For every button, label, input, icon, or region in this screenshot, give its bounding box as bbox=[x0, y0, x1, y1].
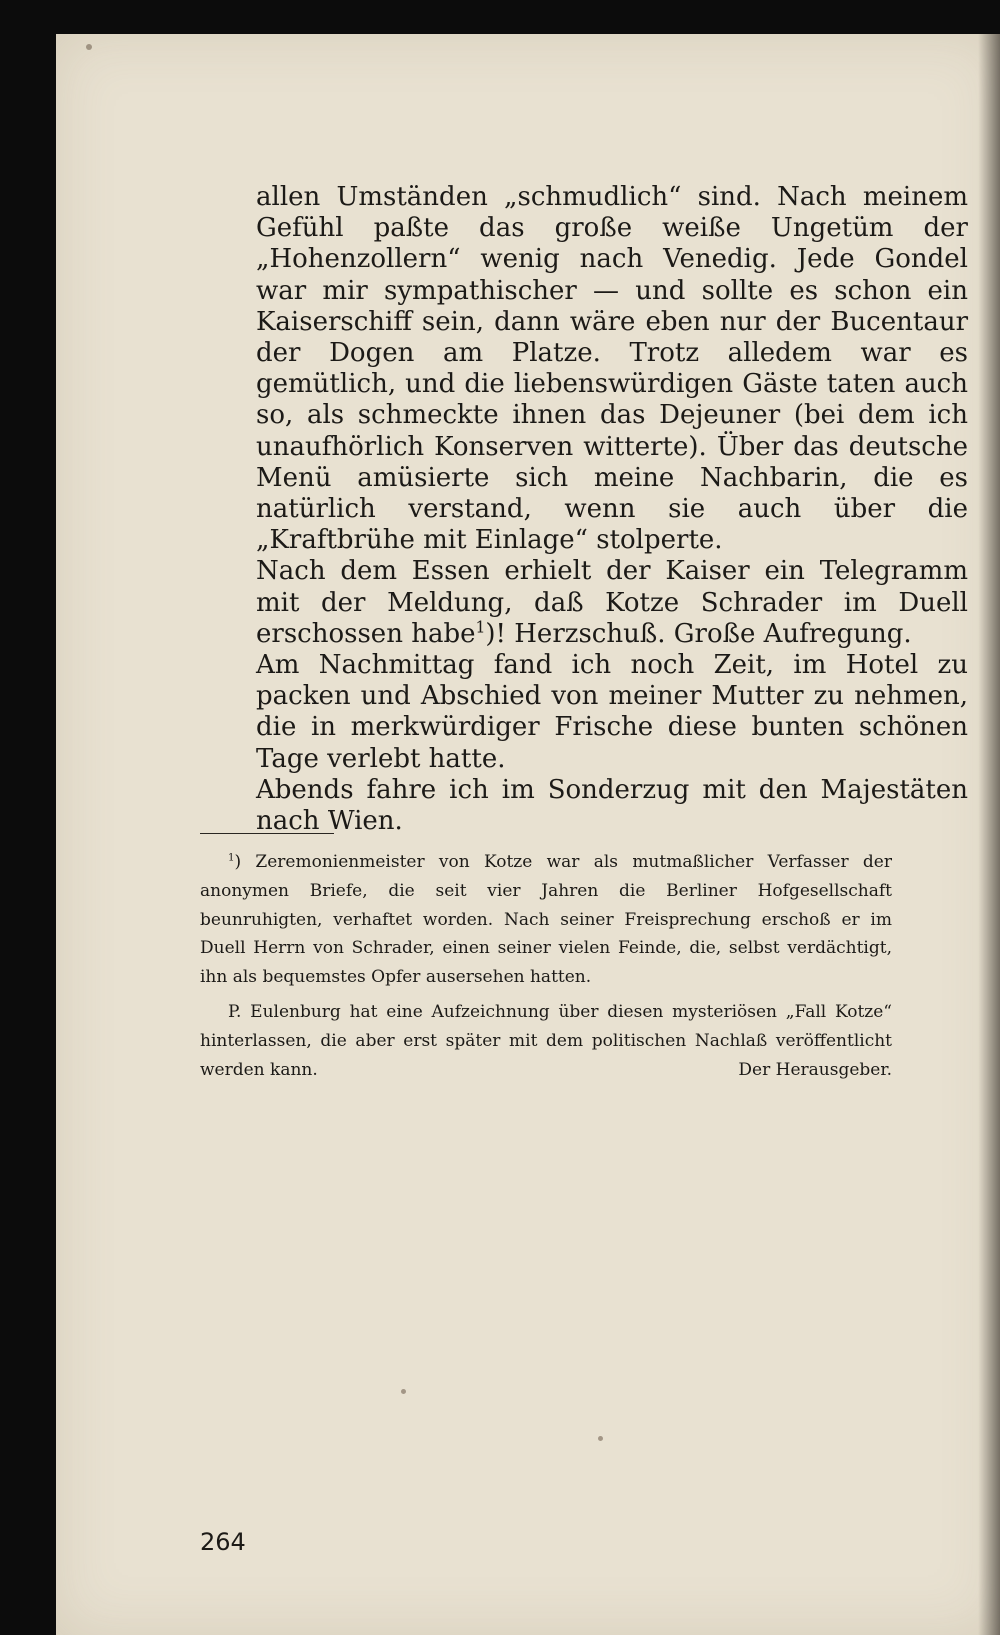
page-number: 264 bbox=[200, 1528, 246, 1556]
footnote-number: 1 bbox=[228, 852, 235, 864]
editor-note bbox=[200, 998, 892, 1084]
paragraph-2-tail: )! Herzschuß. Große Aufregung. bbox=[485, 618, 912, 649]
paragraph-1: allen Umständen „schmudlich“ sind. Nach meinem Gefühl paßte das große weiße Ungetüm der „Hohenzollern“ wenig nach Venedig. Jede Gondel war mir sympathischer — und sollte es schon ein Kaiserschiff sein, dann wäre eben nur der Bucentaur der Dogen am Platze. Trotz alledem war es gemütlich, und die liebenswürdigen Gäste taten auch so, als schmeckte ihnen das Dejeuner (bei dem ich unaufhörlich Konserven witterte). Über das deutsche Menü amüsierte sich meine Nachbarin, die es natürlich verstand, wenn sie auch über die „Kraftbrühe mit Einlage“ stolperte. bbox=[256, 182, 968, 556]
paper-speck bbox=[598, 1436, 603, 1441]
paper-speck bbox=[401, 1389, 406, 1394]
book-page bbox=[56, 34, 1000, 1635]
editor-signature: Der Herausgeber. bbox=[738, 1059, 892, 1080]
main-text bbox=[256, 182, 968, 837]
page-edge-shadow bbox=[978, 34, 1000, 1635]
paragraph-2-text: Nach dem Essen erhielt der Kaiser ein Telegramm mit der Meldung, daß Kotze Schrader im Duell erschossen habe bbox=[256, 556, 968, 649]
footnote-1-text: ) Zeremonienmeister von Kotze war als mutmaßlicher Verfasser der anonymen Briefe, die seit vier Jahren die Berliner Hofgesellschaft beunruhigten, verhaftet worden. Nach seiner Freisprechung erschoß er im Duell Herrn von Schrader, einen seiner vielen Feinde, die, selbst verdächtigt, ihn als bequemstes Opfer ausersehen hatten. bbox=[200, 852, 892, 988]
footnote-1 bbox=[200, 848, 892, 992]
footnote-marker: 1 bbox=[475, 618, 486, 637]
footnotes bbox=[200, 848, 892, 1084]
paper-speck bbox=[86, 44, 92, 50]
paragraph-3: Am Nachmittag fand ich noch Zeit, im Hotel zu packen und Abschied von meiner Mutter zu nehmen, die in merkwürdiger Frische diese bunten schönen Tage verlebt hatte. bbox=[256, 650, 968, 774]
footnote-divider bbox=[200, 833, 334, 834]
paragraph-4: Abends fahre ich im Sonderzug mit den Majestäten nach Wien. bbox=[256, 774, 968, 837]
editor-note-text: P. Eulenburg hat eine Aufzeichnung über diesen mysteriösen „Fall Kotze“ hinterlassen, die aber erst später mit dem politischen Nachlaß veröffentlicht werden kann. bbox=[200, 1001, 892, 1080]
paragraph-2 bbox=[256, 556, 968, 650]
